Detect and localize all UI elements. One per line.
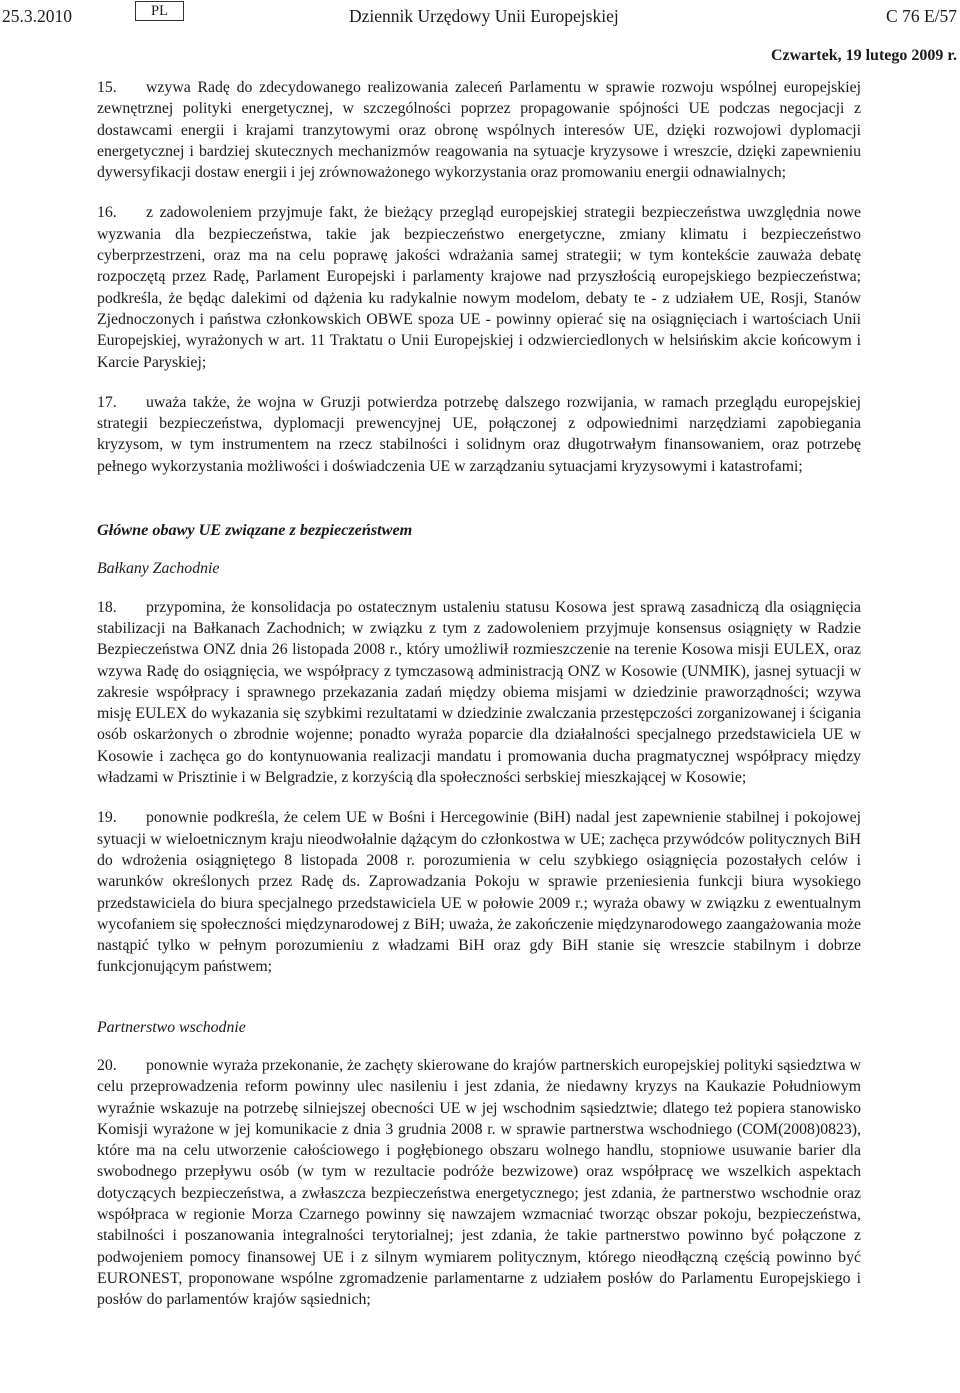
publication-date: 25.3.2010 [2, 6, 72, 26]
subsection-heading-eastern-partnership: Partnerstwo wschodnie [97, 1018, 246, 1036]
paragraph-text: uważa także, że wojna w Gruzji potwierdza potrzebę dalszego rozwijania, w ramach przeglądu europejskiej strategii bezpieczeństwa, dyplomacji prewencyjnej UE, połączonej z odpowiednimi narzędziami zapobiegania kryzysom, w tym instrumentem na rzecz stabilności i solidnym oraz długotrwałym finansowaniem, oraz potrzebę pełnego wykorzystania możliwości i doświadczenia UE w zarządzaniu sytuacjami kryzysowymi i katastrofami; [97, 393, 861, 475]
paragraph-number: 18. [97, 598, 117, 616]
paragraph-text: wzywa Radę do zdecydowanego realizowania zaleceń Parlamentu w sprawie rozwoju wspólnej europejskiej zewnętrznej polityki energetycznej, w szczególności poprzez propagowanie spójności UE podczas negocjacji z dostawcami energii i krajami tranzytowymi oraz obronę wspólnych interesów UE, dzięki rozwojowi dyplomacji energetycznej i bardziej skutecznych mechanizmów reagowania na sytuacje kryzysowe i wreszcie, dzięki zapewnieniu dywersyfikacji dostaw energii i jej zrównoważonego wykorzystania oraz promowaniu energii odnawialnych; [97, 79, 861, 182]
paragraph-text: przypomina, że konsolidacja po ostatecznym ustaleniu statusu Kosowa jest sprawą zasadniczą dla osiągnięcia stabilizacji na Bałkanach Zachodnich; w związku z tym z zadowoleniem przyjmuje konsensus osiągnięty w Radzie Bezpieczeństwa ONZ dnia 26 listopada 2008 r., który umożliwił rozmieszczenie na terenie Kosowa misji EULEX, oraz wzywa Radę do osiągnięcia, we współpracy z tymczasową administracją ONZ w Kosowie (UNMIK), jasnej sytuacji w zakresie współpracy i sprawnego przekazania zadań między obiema misjami w dziedzinie praworządności; wzywa misję EULEX do wykazania się szybkimi rezultatami w dziedzinie zwalczania przestępczości zorganizowanej i ścigania osób oskarżonych o zbrodnie wojenne; ponadto wyraża poparcie dla działalności specjalnego przedstawiciela UE w Kosowie i zachęca go do kontynuowania realizacji mandatu i promowania ducha pragmatycznej współpracy między władzami w Prisztinie i w Belgradzie, z korzyścią dla społeczności serbskiej mieszkającej w Kosowie; [97, 598, 861, 787]
paragraph-16 [97, 202, 861, 372]
journal-reference: C 76 E/57 [886, 6, 957, 26]
paragraph-number: 19. [97, 809, 117, 827]
subsection-heading-balkans: Bałkany Zachodnie [97, 560, 220, 578]
paragraph-18 [97, 597, 861, 789]
journal-title: Dziennik Urzędowy Unii Europejskiej [349, 6, 619, 26]
paragraph-19 [97, 807, 861, 977]
paragraph-17 [97, 392, 861, 477]
paragraph-number: 20. [97, 1056, 117, 1074]
paragraph-15 [97, 77, 861, 183]
sitting-date: Czwartek, 19 lutego 2009 r. [770, 47, 957, 64]
paragraph-text: ponownie podkreśla, że celem UE w Bośni i Hercegowinie (BiH) nadal jest zapewnienie stabilnej i pokojowej sytuacji w wieloetnicznym kraju nieodwołalnie dążącym do członkostwa w UE; zachęca przywódców politycznych BiH do wdrożenia osiągniętego 8 listopada 2008 r. porozumienia w celu szybkiego osiągnięcia pozostałych celów i warunków określonych przez Radę ds. Zaprowadzania Pokoju w sprawie przeniesienia funkcji biura wysokiego przedstawiciela do biura specjalnego przedstawiciela UE w połowie 2009 r.; wyraża obawy w związku z ewentualnym wycofaniem się społeczności międzynarodowej z BiH; uważa, że zakończenie międzynarodowego zaangażowania może nastąpić tylko w pełnym porozumieniu z władzami BiH oraz gdy BiH stanie się wreszcie stabilnym i dobrze funkcjonującym państwem; [97, 809, 861, 976]
paragraph-text: ponownie wyraża przekonanie, że zachęty skierowane do krajów partnerskich europejskiej polityki sąsiedztwa w celu przeprowadzenia reform powinny ulec nasileniu i jest zdania, że niedawny kryzys na Kaukazie Południowym wyraźnie wskazuje na potrzebę silniejszej obecności UE w jej wschodnim sąsiedztwie; dlatego też popiera stanowisko Komisji wyrażone w jej komunikacie z dnia 3 grudnia 2008 r. w sprawie partnerstwa wschodniego (COM(2008)0823), które ma na celu utworzenie całościowego i pogłębionego obszaru wolnego handlu, stopniowe usuwanie barier dla swobodnego przepływu osób (w tym w rezultacie podróże bezwizowe) oraz współpracę we wszelkich aspektach dotyczących bezpieczeństwa, a zwłaszcza bezpieczeństwa energetycznego; jest zdania, że partnerstwo wschodnie oraz współpraca w regionie Morza Czarnego powinny się nawzajem wzmacniać tworząc obszar pokoju, bezpieczeństwa, stabilności i poszanowania integralności terytorialnej; jest zdania, że takie partnerstwo powinno być połączone z podwojeniem pomocy finansowej UE i z silnym wymiarem politycznym, którego nieodłączną częścią powinno być EURONEST, proponowane wspólne zgromadzenie parlamentarne z udziałem posłów do Parlamentu Europejskiego i posłów do parlamentów krajów sąsiednich; [97, 1056, 861, 1309]
paragraph-number: 17. [97, 393, 117, 411]
document-body [97, 77, 861, 1311]
paragraph-number: 15. [97, 79, 117, 96]
paragraph-text: z zadowoleniem przyjmuje fakt, że bieżący przegląd europejskiej strategii bezpieczeństwa uwzględnia nowe wyzwania dla bezpieczeństwa, takie jak bezpieczeństwo energetyczne, zmiany klimatu i bezpieczeństwo cyberprzestrzeni, oraz ma na celu poprawę jakości wdrażania samej strategii; w tym kontekście zauważa debatę rozpoczętą przez Radę, Parlament Europejski i parlamenty krajowe nad przyszłością europejskiego bezpieczeństwa; podkreśla, że będąc dalekimi od dążenia ku radykalnie nowym modelom, debaty te - z udziałem UE, Rosji, Stanów Zjednoczonych i państwa członkowskich OBWE spoza UE - powinny opierać się na osiągnięciach i wartościach Unii Europejskiej, wyrażonych w art. 11 Traktatu o Unii Europejskiej i odzwierciedlonych w helsińskim akcie końcowym i Karcie Paryskiej; [97, 204, 861, 371]
language-badge: PL [135, 1, 184, 21]
page-header [0, 0, 960, 30]
paragraph-20 [97, 1055, 861, 1311]
paragraph-number: 16. [97, 204, 117, 222]
section-heading: Główne obawy UE związane z bezpieczeństwem [97, 521, 413, 540]
